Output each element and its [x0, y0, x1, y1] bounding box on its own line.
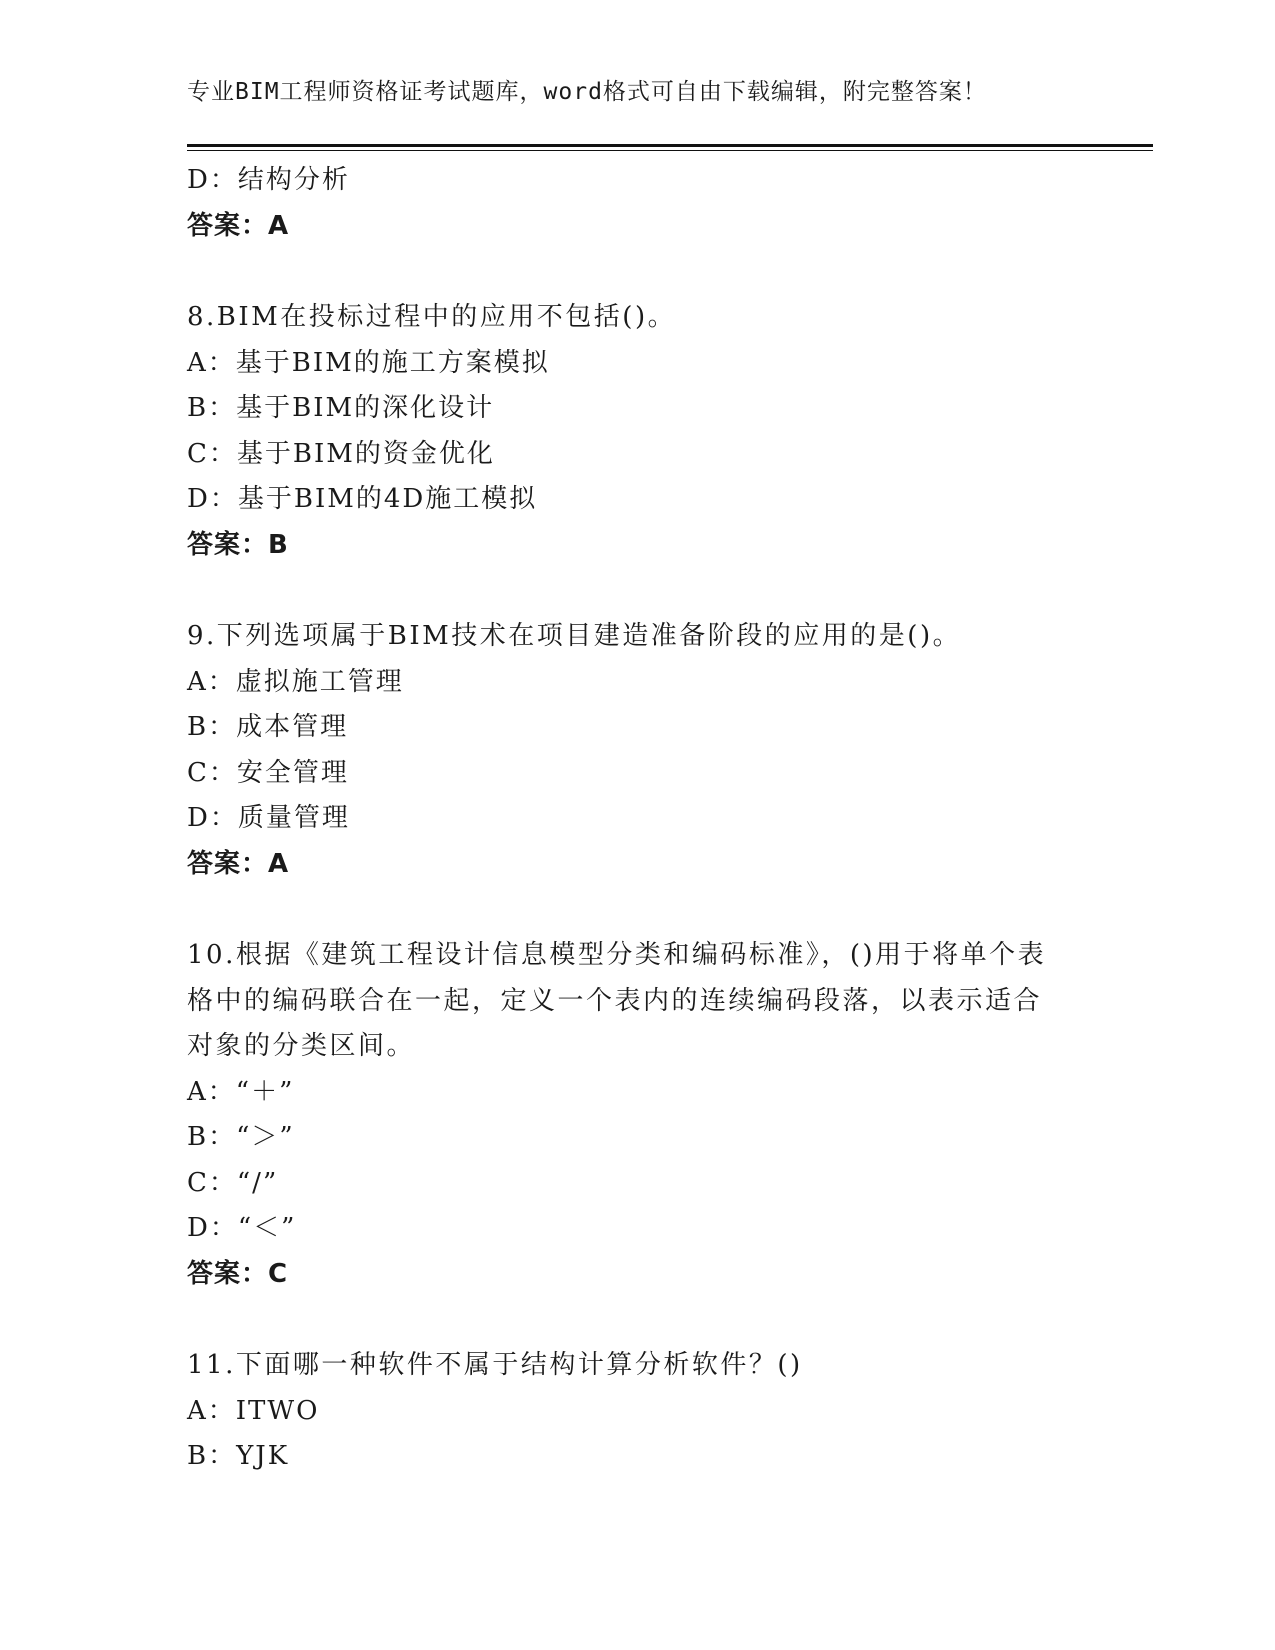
spacer: [187, 249, 1087, 295]
stem-line: 11.下面哪一种软件不属于结构计算分析软件？(): [187, 1350, 803, 1380]
question-8-option-b: B：基于BIM的深化设计: [187, 393, 495, 423]
header-rule-thin: [187, 150, 1153, 151]
question-8-option-a: A：基于BIM的施工方案模拟: [187, 347, 550, 378]
question-10-option-b: B：“＞”: [187, 1122, 295, 1152]
question-9-stem: [187, 614, 1087, 660]
question-list: [187, 158, 1087, 1480]
stem-line: 对象的分类区间。: [187, 1031, 416, 1061]
question-11-option-a: A：ITWO: [187, 1395, 320, 1426]
question-9-option-d: D：质量管理: [187, 803, 350, 833]
stem-line: 10.根据《建筑工程设计信息模型分类和编码标准》，()用于将单个表: [187, 940, 1047, 970]
spacer: [187, 887, 1087, 933]
question-9-answer: 答案：A: [187, 848, 290, 879]
question-9-option-b: B：成本管理: [187, 712, 349, 742]
question-8-option-d: D：基于BIM的4D施工模拟: [187, 484, 538, 514]
question-9-option-c: C：安全管理: [187, 757, 349, 788]
question-8-stem: [187, 295, 1087, 341]
header-rule-thick: [187, 144, 1153, 147]
question-10-stem: [187, 933, 1087, 1070]
stem-line: 9.下列选项属于BIM技术在项目建造准备阶段的应用的是()。: [187, 621, 962, 651]
stem-line: 格中的编码联合在一起，定义一个表内的连续编码段落，以表示适合: [187, 985, 1043, 1016]
prev-option-d: D：结构分析: [187, 165, 350, 195]
spacer: [187, 568, 1087, 614]
stem-line: 8.BIM在投标过程中的应用不包括()。: [187, 302, 677, 332]
spacer: [187, 1297, 1087, 1343]
question-8-option-c: C：基于BIM的资金优化: [187, 438, 495, 469]
question-11-option-b: B：YJK: [187, 1441, 290, 1471]
question-8-answer: 答案：B: [187, 529, 289, 560]
question-10-option-c: C：“/”: [187, 1167, 279, 1198]
question-9-option-a: A：虚拟施工管理: [187, 666, 404, 697]
question-11-stem: [187, 1343, 1087, 1389]
page-header: 专业BIM工程师资格证考试题库，word格式可自由下载编辑，附完整答案！: [187, 79, 987, 105]
question-10-option-a: A：“＋”: [187, 1076, 295, 1107]
question-10-answer: 答案：C: [187, 1258, 289, 1289]
prev-answer: 答案：A: [187, 210, 290, 241]
question-10-option-d: D：“＜”: [187, 1213, 297, 1243]
